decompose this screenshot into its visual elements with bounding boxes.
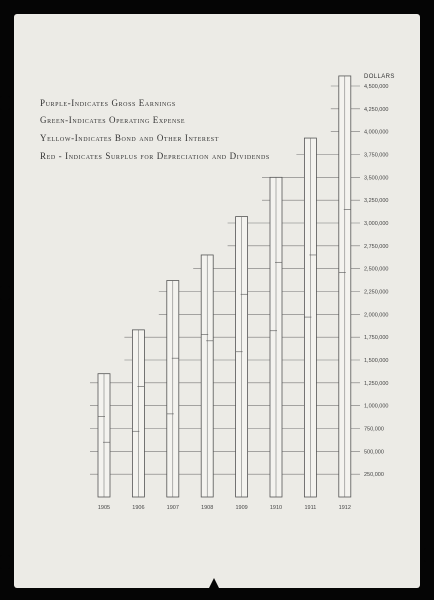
x-tick-label: 1906	[132, 505, 145, 511]
film-edge-mark	[424, 548, 434, 562]
y-tick-label: 250,000	[364, 472, 384, 479]
legend-green: Green-Indicates Operating Expense	[40, 115, 186, 125]
x-tick-label: 1910	[269, 505, 283, 511]
film-edge-mark	[0, 286, 10, 300]
y-tick-label: 1,250,000	[364, 380, 389, 387]
y-tick-label: 750,000	[364, 426, 384, 433]
y-tick-label: 3,000,000	[364, 221, 389, 227]
y-tick-label: 2,500,000	[364, 266, 389, 273]
y-tick-label: 4,500,000	[364, 84, 389, 90]
legend-red: Red - Indicates Surplus for Depreciation and Dividends	[40, 151, 270, 161]
film-edge-mark	[0, 555, 10, 569]
sheet-notch	[209, 578, 219, 588]
x-tick-label: 1909	[235, 505, 248, 511]
y-tick-label: 4,000,000	[364, 129, 389, 136]
y-tick-label: 3,250,000	[364, 198, 389, 205]
y-tick-label: 1,750,000	[364, 335, 389, 342]
x-tick-label: 1905	[97, 505, 111, 511]
y-tick-label: 500,000	[364, 449, 384, 456]
y-tick-label: 2,750,000	[364, 243, 389, 250]
x-tick-label: 1911	[304, 505, 317, 511]
y-tick-label: 2,000,000	[364, 312, 389, 319]
y-tick-label: 1,500,000	[364, 358, 389, 364]
legend-yellow: Yellow-Indicates Bond and Other Interest	[40, 133, 219, 143]
y-tick-label: 2,250,000	[364, 289, 389, 296]
y-tick-label: 1,000,000	[364, 403, 389, 410]
y-tick-label: 4,250,000	[364, 106, 389, 113]
legend-purple: Purple-Indicates Gross Earnings	[40, 98, 176, 108]
x-tick-label: 1908	[201, 505, 214, 511]
y-axis-unit-label: DOLLARS	[364, 74, 395, 80]
film-edge-mark	[0, 96, 10, 110]
x-tick-label: 1912	[338, 505, 351, 511]
y-tick-label: 3,750,000	[364, 152, 389, 159]
x-tick-label: 1907	[166, 505, 179, 511]
y-tick-label: 3,500,000	[364, 175, 389, 182]
